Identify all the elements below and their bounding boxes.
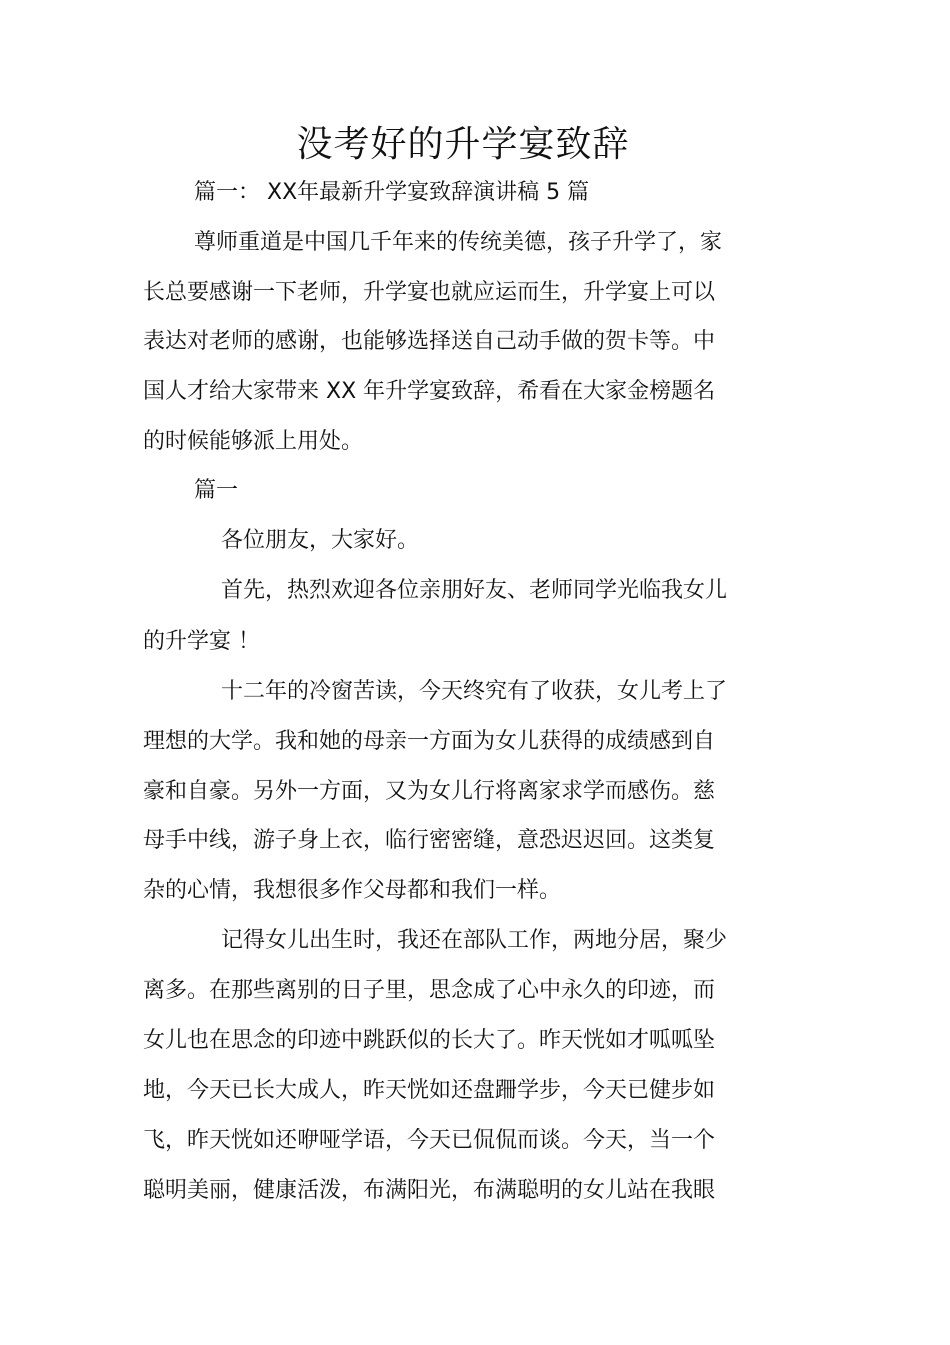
- paragraph-line: 十二年的冷窗苦读，今天终究有了收获，女儿考上了: [221, 679, 728, 704]
- paragraph-line: 离多。在那些离别的日子里，思念成了心中永久的印迹，而: [143, 978, 716, 1003]
- paragraph-line: 的时候能够派上用处。: [143, 429, 364, 454]
- paragraph-line: 豪和自豪。另外一方面，又为女儿行将离家求学而感伤。慈: [143, 779, 716, 804]
- section-heading: 篇一: [194, 478, 239, 503]
- paragraph-line: 地，今天已长大成人，昨天恍如还盘跚学步，今天已健步如: [143, 1078, 716, 1103]
- paragraph-line: 表达对老师的感谢，也能够选择送自己动手做的贺卡等。中: [143, 329, 716, 354]
- paragraph-line: 各位朋友，大家好。: [221, 528, 420, 553]
- paragraph-line: 杂的心情，我想很多作父母都和我们一样。: [143, 878, 562, 903]
- paragraph-line: 尊师重道是中国几千年来的传统美德，孩子升学了，家: [194, 230, 723, 255]
- paragraph-line: 的升学宴 ！: [143, 629, 260, 654]
- paragraph-line: 首先，热烈欢迎各位亲朋好友、老师同学光临我女儿: [221, 578, 728, 603]
- document-title: 没考好的升学宴致辞: [296, 124, 630, 165]
- paragraph-line: 母手中线，游子身上衣，临行密密缝，意恐迟迟回。这类复: [143, 828, 716, 853]
- paragraph-line: 国人才给大家带来 XX 年升学宴致辞，希看在大家金榜题名: [143, 379, 716, 404]
- paragraph-line: 理想的大学。我和她的母亲一方面为女儿获得的成绩感到自: [143, 729, 716, 754]
- paragraph-line: 聪明美丽，健康活泼，布满阳光，布满聪明的女儿站在我眼: [143, 1178, 716, 1203]
- paragraph-line: 记得女儿出生时，我还在部队工作，两地分居，聚少: [221, 928, 728, 953]
- subtitle: 篇一： XX年最新升学宴致辞演讲稿 5 篇: [194, 180, 590, 205]
- paragraph-line: 女儿也在思念的印迹中跳跃似的长大了。昨天恍如才呱呱坠: [143, 1028, 716, 1053]
- paragraph-line: 长总要感谢一下老师，升学宴也就应运而生，升学宴上可以: [143, 280, 716, 305]
- paragraph-line: 飞，昨天恍如还咿哑学语，今天已侃侃而谈。今天，当一个: [143, 1128, 716, 1153]
